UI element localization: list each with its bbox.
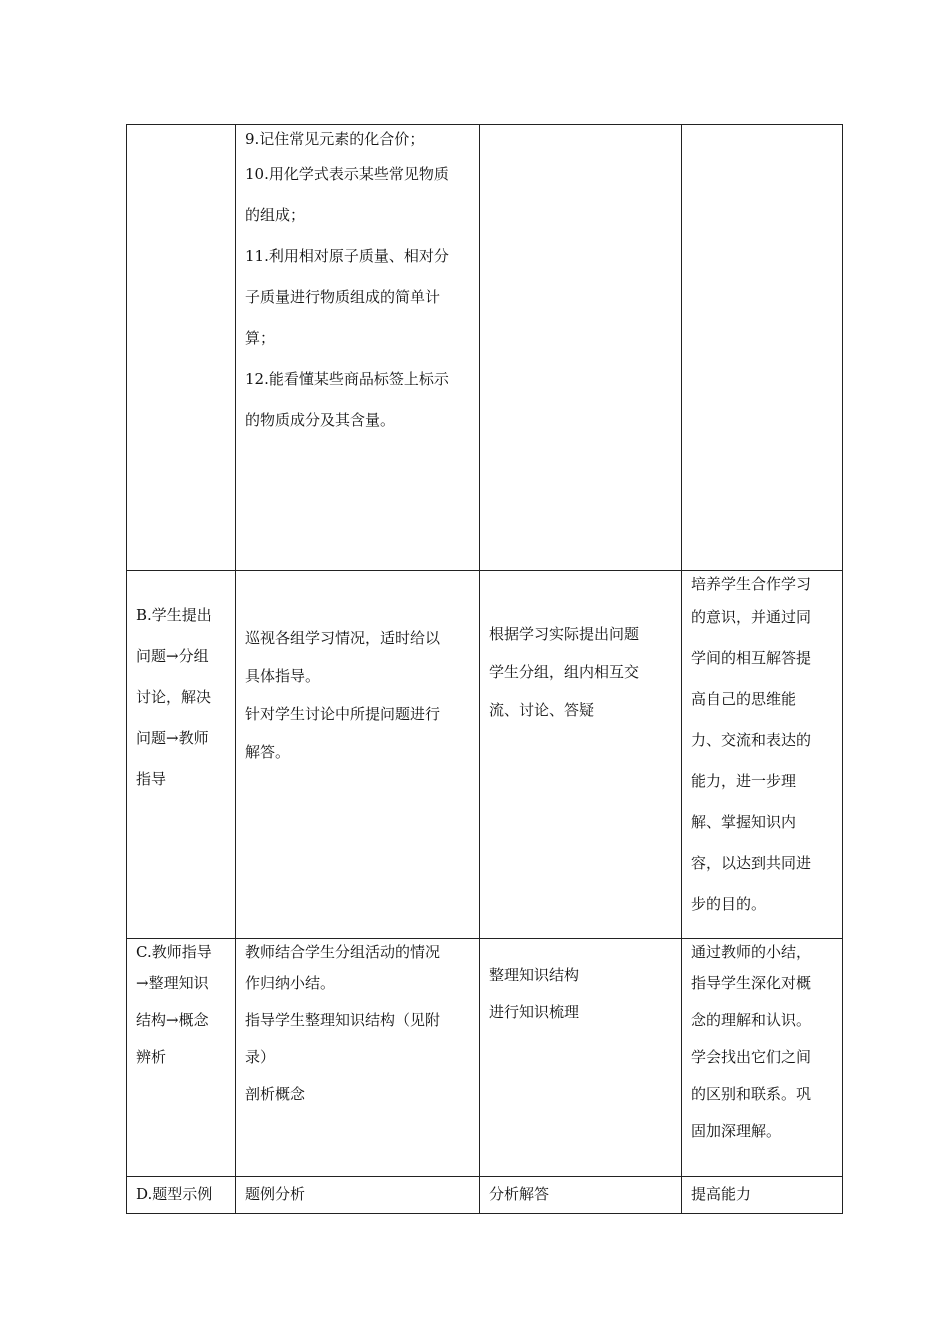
text-line: 问题→教师: [136, 729, 209, 747]
text-line: 的区别和联系。巩: [691, 1085, 812, 1103]
text-line: 整理知识结构: [489, 966, 580, 984]
text-line: 指导: [136, 770, 167, 788]
text-line: 高自己的思维能: [691, 690, 797, 708]
text-line: 辨析: [136, 1048, 167, 1066]
text-line: 提高能力: [691, 1185, 752, 1203]
text-line: 11.利用相对原子质量、相对分: [245, 247, 449, 265]
text-line: 子质量进行物质组成的简单计: [245, 288, 441, 306]
text-line: 讨论，解决: [136, 688, 212, 706]
text-line: 步的目的。: [691, 895, 767, 913]
stage-cell: [127, 571, 236, 939]
teacher-activity-cell: [236, 1177, 480, 1214]
text-line: 9.记住常见元素的化合价；: [245, 130, 425, 148]
text-line: →整理知识: [136, 974, 209, 992]
student-activity-cell: [480, 125, 682, 571]
student-activity-cell: [480, 571, 682, 939]
text-line: 具体指导。: [245, 667, 321, 685]
text-line: 固加深理解。: [691, 1122, 782, 1140]
text-line: 的意识，并通过同: [691, 608, 812, 626]
teacher-activity-cell: [236, 571, 480, 939]
table-row: [127, 571, 843, 939]
stage-cell: [127, 939, 236, 1177]
text-line: 根据学习实际提出问题: [489, 625, 640, 643]
table-row: [127, 939, 843, 1177]
teacher-activity-cell: [236, 939, 480, 1177]
lesson-plan-table: [126, 124, 843, 1214]
text-line: 指导学生整理知识结构（见附: [245, 1011, 441, 1029]
text-line: 题例分析: [245, 1185, 306, 1203]
text-line: 力、交流和表达的: [691, 731, 812, 749]
text-line: D.题型示例: [136, 1185, 213, 1203]
text-line: 的组成；: [245, 206, 306, 224]
design-purpose-cell: [682, 1177, 843, 1214]
stage-cell: [127, 125, 236, 571]
text-line: 容，以达到共同进: [691, 854, 812, 872]
table-row: [127, 1177, 843, 1214]
text-line: 教师结合学生分组活动的情况: [245, 943, 441, 961]
student-activity-cell: [480, 1177, 682, 1214]
text-line: 解答。: [245, 743, 291, 761]
design-purpose-cell: [682, 939, 843, 1177]
text-line: B.学生提出: [136, 606, 212, 624]
text-line: 10.用化学式表示某些常见物质: [245, 165, 449, 183]
text-line: 能力，进一步理: [691, 772, 797, 790]
stage-cell: [127, 1177, 236, 1214]
text-line: 解、掌握知识内: [691, 813, 797, 831]
text-line: 作归纳小结。: [245, 974, 336, 992]
teacher-activity-cell: [236, 125, 480, 571]
text-line: C.教师指导: [136, 943, 212, 961]
text-line: 流、讨论、答疑: [489, 701, 595, 719]
text-line: 分析解答: [489, 1185, 550, 1203]
text-line: 算；: [245, 329, 276, 347]
text-line: 针对学生讨论中所提问题进行: [245, 705, 441, 723]
text-line: 学间的相互解答提: [691, 649, 812, 667]
design-purpose-cell: [682, 571, 843, 939]
text-line: 培养学生合作学习: [691, 575, 812, 593]
text-line: 录）: [245, 1048, 276, 1066]
text-line: 结构→概念: [136, 1011, 209, 1029]
text-line: 念的理解和认识。: [691, 1011, 812, 1029]
text-line: 学会找出它们之间: [691, 1048, 812, 1066]
text-line: 进行知识梳理: [489, 1003, 580, 1021]
student-activity-cell: [480, 939, 682, 1177]
table-row: [127, 125, 843, 571]
text-line: 巡视各组学习情况，适时给以: [245, 629, 441, 647]
text-line: 12.能看懂某些商品标签上标示: [245, 370, 449, 388]
design-purpose-cell: [682, 125, 843, 571]
text-line: 剖析概念: [245, 1085, 306, 1103]
text-line: 指导学生深化对概: [691, 974, 812, 992]
text-line: 的物质成分及其含量。: [245, 411, 396, 429]
text-line: 学生分组，组内相互交: [489, 663, 640, 681]
text-line: 问题→分组: [136, 647, 209, 665]
text-line: 通过教师的小结，: [691, 943, 812, 961]
